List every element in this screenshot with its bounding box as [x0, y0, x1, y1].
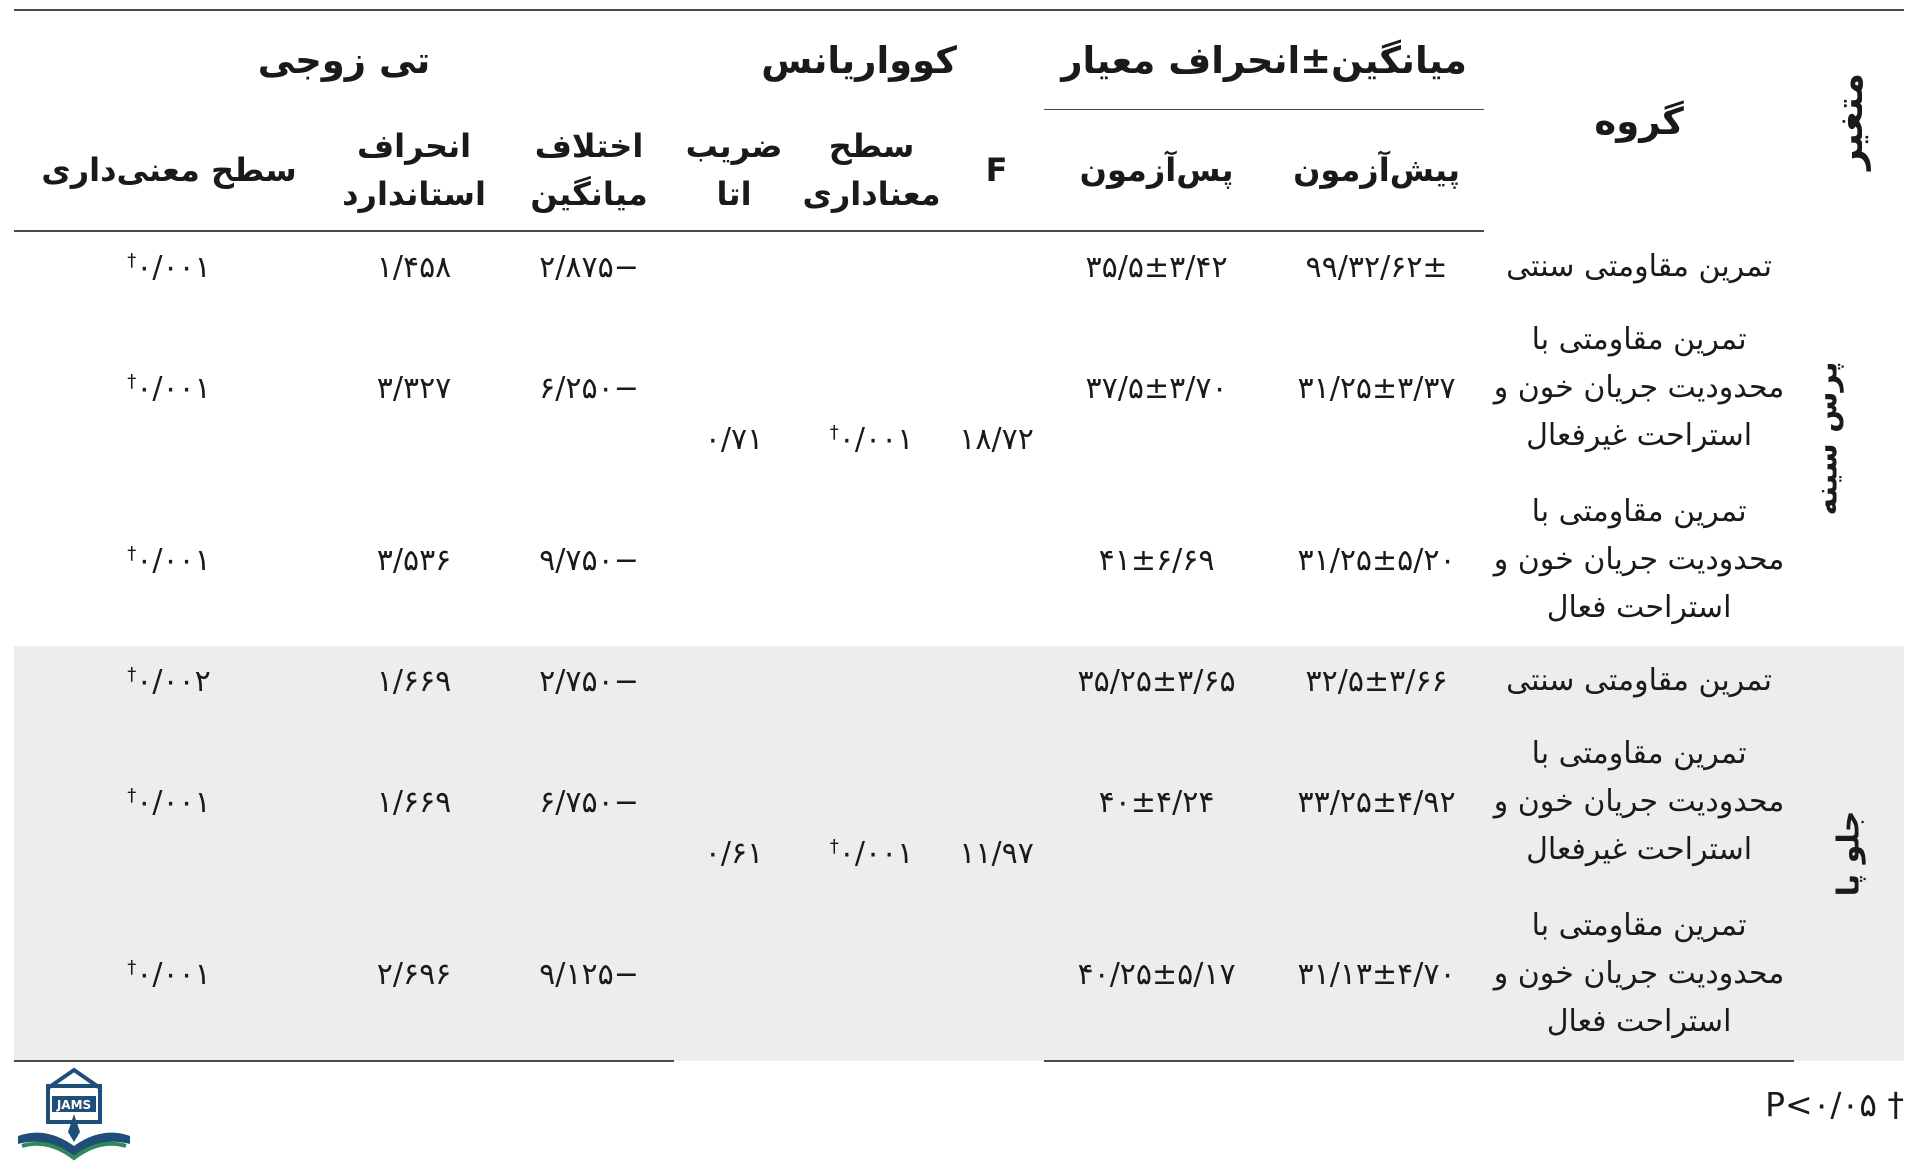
table-row [14, 231, 1904, 302]
eta-cell: ۰/۷۱ [704, 421, 764, 457]
eta-cell: ۰/۶۱ [674, 646, 794, 1061]
footnote-mark: † [1887, 1085, 1904, 1124]
std-dev-cell: ۳/۳۲۷ [376, 370, 452, 406]
header-mean-sd: میانگین±انحراف معیار [1044, 10, 1484, 110]
section-leg-press [14, 646, 1904, 1061]
pretest-cell: ۳۲/۵±۳/۶۶ [1269, 646, 1484, 716]
mean-diff-cell: −۹/۷۵۰ [539, 542, 639, 578]
std-dev-cell: ۲/۶۹۶ [324, 888, 504, 1061]
mean-diff-cell: −۲/۸۷۵ [539, 249, 639, 285]
header-mean-diff: اختلاف میانگین [504, 110, 674, 232]
table-row [14, 646, 1904, 716]
header-eta: ضریب اتا [674, 110, 794, 232]
footnote [1765, 1085, 1904, 1124]
sig-cell-2: ۰/۰۰۱† [127, 370, 211, 406]
posttest-cell: ۴۰/۲۵±۵/۱۷ [1044, 888, 1269, 1061]
group-cell: تمرین مقاومتی سنتی [1506, 248, 1772, 284]
group-cell: تمرین مقاومتی سنتی [1484, 646, 1794, 716]
header-paired-t: تی زوجی [14, 10, 674, 110]
posttest-cell: ۳۵/۵±۳/۴۲ [1085, 249, 1228, 285]
results-table [14, 9, 1904, 1062]
header-sig-level: سطح معناداری [794, 110, 949, 232]
header-std-dev: انحراف استاندارد [324, 110, 504, 232]
pretest-cell: ۳۲/۶۲±/۹۹ [1305, 249, 1448, 285]
posttest-cell: ۴۱±۶/۶۹ [1098, 542, 1215, 578]
header-sig-level-2: سطح معنی‌داری [14, 110, 324, 232]
posttest-cell: ۴۰±۴/۲۴ [1044, 716, 1269, 888]
posttest-cell: ۳۷/۵±۳/۷۰ [1085, 370, 1228, 406]
f-cell: ۱۱/۹۷ [949, 646, 1044, 1061]
sig-cell-2: ۰/۰۰۱† [14, 888, 324, 1061]
group-cell: تمرین مقاومتی با محدودیت جریان خون و استراحت غیرفعال [1484, 716, 1794, 888]
header-variable: متغیر [1794, 10, 1904, 231]
mean-diff-cell: −۲/۷۵۰ [504, 646, 674, 716]
variable-cell: پرس سینه [1809, 361, 1845, 516]
pretest-cell: ۳۳/۲۵±۴/۹۲ [1269, 716, 1484, 888]
svg-text:JAMS: JAMS [56, 1098, 92, 1112]
group-cell: تمرین مقاومتی با محدودیت جریان خون و استراحت غیرفعال [1493, 322, 1785, 453]
std-dev-cell: ۱/۴۵۸ [376, 249, 452, 285]
pretest-cell: ۳۱/۲۵±۵/۲۰ [1297, 542, 1456, 578]
header-f: F [949, 110, 1044, 232]
journal-logo [10, 1066, 138, 1162]
header-posttest: پس‌آزمون [1044, 110, 1269, 232]
std-dev-cell: ۳/۵۳۶ [376, 542, 452, 578]
sig-cell-2: ۰/۰۰۱† [14, 716, 324, 888]
std-dev-cell: ۱/۶۶۹ [324, 716, 504, 888]
std-dev-cell: ۱/۶۶۹ [324, 646, 504, 716]
sig-cell: ۰/۰۰۱† [829, 421, 914, 457]
posttest-cell: ۳۵/۲۵±۳/۶۵ [1044, 646, 1269, 716]
sig-cell: ۰/۰۰۱† [794, 646, 949, 1061]
sig-cell-2: ۰/۰۰۱† [127, 249, 211, 285]
variable-cell: جلو پا [1794, 646, 1904, 1061]
f-cell: ۱۸/۷۲ [959, 421, 1034, 457]
header-group: گروه [1484, 10, 1794, 231]
footnote-text: P<۰/۰۵ [1765, 1085, 1877, 1124]
mean-diff-cell: −۶/۲۵۰ [539, 370, 639, 406]
pretest-cell: ۳۱/۲۵±۳/۳۷ [1297, 370, 1456, 406]
group-cell: تمرین مقاومتی با محدودیت جریان خون و استراحت فعال [1493, 494, 1785, 625]
header-covariance: کوواریانس [674, 10, 1044, 110]
jams-logo-icon [10, 1066, 138, 1162]
pretest-cell: ۳۱/۱۳±۴/۷۰ [1269, 888, 1484, 1061]
sig-cell-2: ۰/۰۰۲† [14, 646, 324, 716]
sig-cell-2: ۰/۰۰۱† [127, 542, 211, 578]
mean-diff-cell: −۶/۷۵۰ [504, 716, 674, 888]
group-cell: تمرین مقاومتی با محدودیت جریان خون و استراحت فعال [1484, 888, 1794, 1061]
mean-diff-cell: −۹/۱۲۵ [504, 888, 674, 1061]
header-pretest: پیش‌آزمون [1269, 110, 1484, 232]
section-bench-press [14, 231, 1904, 646]
